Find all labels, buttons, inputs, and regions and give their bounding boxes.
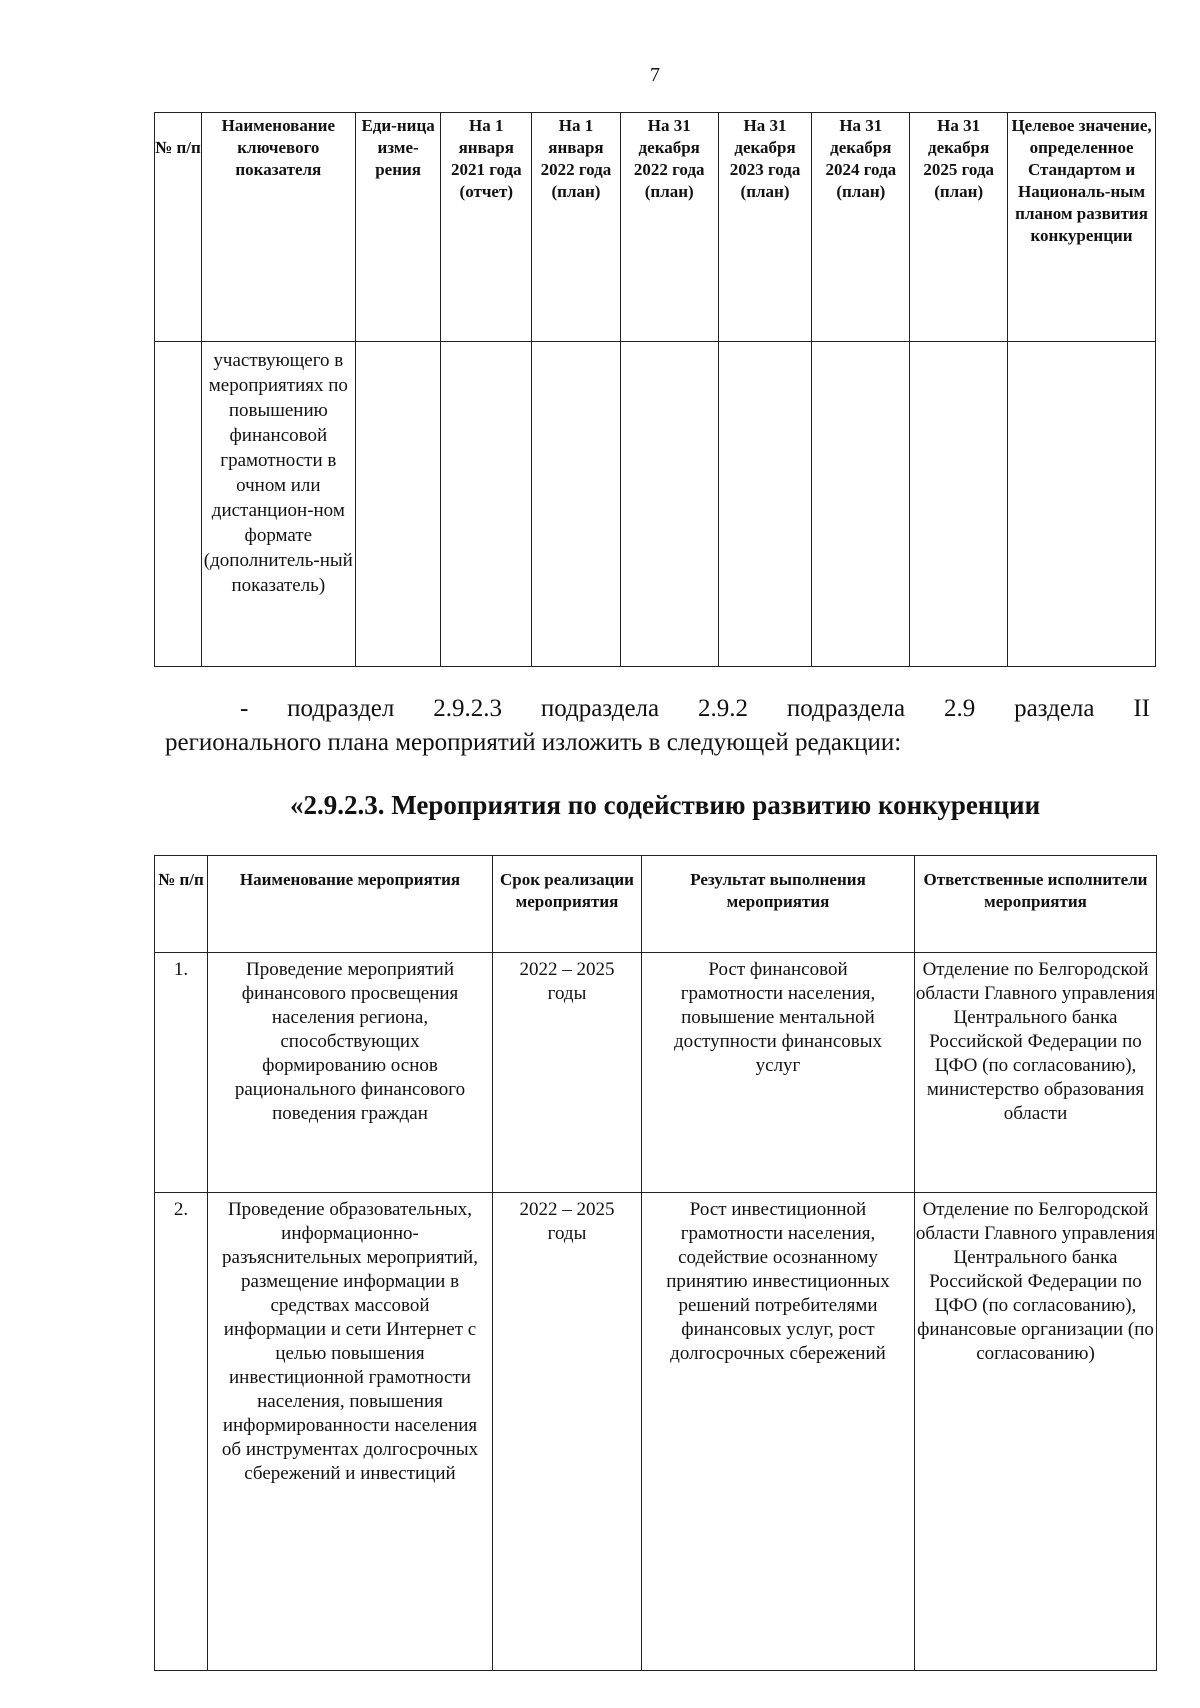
table-row bbox=[155, 1193, 1157, 1671]
term-cell: 2022 – 2025 годы bbox=[493, 953, 642, 1193]
header-cell: № п/п bbox=[155, 113, 202, 342]
header-cell: На 31 декабря 2025 года (план) bbox=[910, 113, 1008, 342]
table-row bbox=[155, 342, 1156, 667]
executors-cell: Отделение по Белгородской области Главного управления Центрального банка Российской Федерации по ЦФО (по согласованию), финансовые организации (по согласованию) bbox=[915, 1193, 1157, 1671]
indicator-name-cell: участвующего в мероприятиях по повышению финансовой грамотности в очном или дистанцион-ном формате (дополнитель-ный показатель) bbox=[201, 342, 355, 667]
header-cell: Срок реализации мероприятия bbox=[493, 856, 642, 953]
result-cell: Рост финансовой грамотности населения, повышение ментальной доступности финансовых услуг bbox=[642, 953, 915, 1193]
empty-cell bbox=[620, 342, 718, 667]
table-header-row bbox=[155, 856, 1157, 953]
header-cell: Результат выполнения мероприятия bbox=[642, 856, 915, 953]
page-number: 7 bbox=[650, 64, 660, 86]
paragraph-line-2: регионального плана мероприятий изложить в следующей редакции: bbox=[165, 729, 902, 756]
header-cell: На 1 января 2022 года (план) bbox=[532, 113, 621, 342]
measure-name-cell: Проведение образовательных, информационно-разъяснительных мероприятий, размещение информации в средствах массовой информации и сети Интернет с целью повышения инвестиционной грамотности населения, повышения информированности населения об инструментах долгосрочных сбережений и инвестиций bbox=[208, 1193, 493, 1671]
section-heading: «2.9.2.3. Мероприятия по содействию развитию конкуренции bbox=[290, 790, 1041, 820]
header-cell: № п/п bbox=[155, 856, 208, 953]
header-cell: Целевое значение, определенное Стандартом и Националь-ным планом развития конкуренции bbox=[1008, 113, 1156, 342]
header-cell: Наименование мероприятия bbox=[208, 856, 493, 953]
result-cell: Рост инвестиционной грамотности населения, содействие осознанному принятию инвестиционных решений потребителями финансовых услуг, рост долгосрочных сбережений bbox=[642, 1193, 915, 1671]
measures-table bbox=[154, 855, 1157, 1671]
header-cell: Ответственные исполнители мероприятия bbox=[915, 856, 1157, 953]
row-number-cell bbox=[155, 342, 202, 667]
table-header-row bbox=[155, 113, 1156, 342]
empty-cell bbox=[1008, 342, 1156, 667]
header-cell: На 31 декабря 2024 года (план) bbox=[812, 113, 910, 342]
header-cell: Наименование ключевого показателя bbox=[201, 113, 355, 342]
executors-cell: Отделение по Белгородской области Главного управления Центрального банка Российской Федерации по ЦФО (по согласованию), министерство образования области bbox=[915, 953, 1157, 1193]
paragraph-line-1: - подраздел 2.9.2.3 подраздела 2.9.2 подраздела 2.9 раздела II bbox=[240, 695, 1150, 722]
row-number-cell: 2. bbox=[155, 1193, 208, 1671]
empty-cell bbox=[355, 342, 441, 667]
empty-cell bbox=[441, 342, 532, 667]
header-cell: На 31 декабря 2023 года (план) bbox=[718, 113, 812, 342]
table-row bbox=[155, 953, 1157, 1193]
empty-cell bbox=[532, 342, 621, 667]
measure-name-cell: Проведение мероприятий финансового просвещения населения региона, способствующих формированию основ рационального финансового поведения граждан bbox=[208, 953, 493, 1193]
header-cell: На 1 января 2021 года (отчет) bbox=[441, 113, 532, 342]
header-cell: Еди-ница изме-рения bbox=[355, 113, 441, 342]
empty-cell bbox=[718, 342, 812, 667]
term-cell: 2022 – 2025 годы bbox=[493, 1193, 642, 1671]
key-indicators-table bbox=[154, 112, 1156, 667]
header-cell: На 31 декабря 2022 года (план) bbox=[620, 113, 718, 342]
empty-cell bbox=[812, 342, 910, 667]
empty-cell bbox=[910, 342, 1008, 667]
row-number-cell: 1. bbox=[155, 953, 208, 1193]
